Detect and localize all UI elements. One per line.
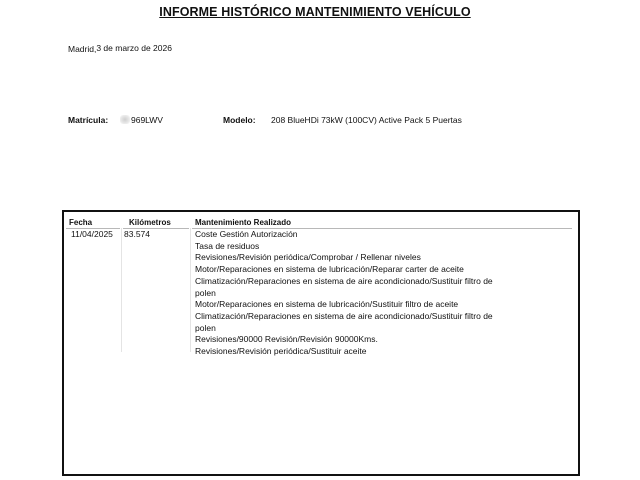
maintenance-item: Tasa de residuos	[195, 240, 260, 251]
redacted-mark	[120, 115, 130, 124]
maintenance-item: polen	[195, 287, 216, 298]
column-divider	[190, 228, 191, 352]
maintenance-item: Revisiones/90000 Revisión/Revisión 90000Kms.	[195, 334, 378, 345]
maintenance-table	[62, 210, 580, 476]
place: Madrid,	[68, 44, 97, 54]
maintenance-item: Revisiones/Revisión periódica/Sustituir aceite	[195, 346, 367, 357]
maintenance-item: Motor/Reparaciones en sistema de lubricación/Sustituir filtro de aceite	[195, 299, 459, 310]
maintenance-item: Motor/Reparaciones en sistema de lubricación/Reparar carter de aceite	[195, 264, 464, 275]
matricula-value-wrap	[120, 115, 163, 125]
header-fecha: Fecha	[69, 218, 93, 227]
matricula-value: 969LWV	[131, 115, 163, 125]
maintenance-item: Climatización/Reparaciones en sistema de aire acondicionado/Sustituir filtro de	[195, 275, 493, 286]
maintenance-items-list	[195, 229, 515, 358]
matricula-label: Matrícula:	[68, 115, 109, 125]
maintenance-item: Coste Gestión Autorización	[195, 229, 298, 239]
place-date-line	[68, 44, 172, 54]
maintenance-item: Climatización/Reparaciones en sistema de aire acondicionado/Sustituir filtro de	[195, 310, 493, 321]
maintenance-item: Revisiones/Revisión periódica/Comprobar / Rellenar niveles	[195, 252, 421, 263]
report-title: INFORME HISTÓRICO MANTENIMIENTO VEHÍCULO	[159, 5, 471, 19]
row-kilometros: 83.574	[124, 229, 150, 239]
modelo-value: 208 BlueHDi 73kW (100CV) Active Pack 5 Puertas	[271, 115, 462, 125]
maintenance-item: polen	[195, 322, 216, 333]
header-kilometros: Kilómetros	[129, 218, 171, 227]
header-mantenimiento: Mantenimiento Realizado	[195, 218, 292, 227]
column-divider	[121, 228, 122, 352]
modelo-label: Modelo:	[223, 115, 256, 125]
row-fecha: 11/04/2025	[71, 229, 113, 239]
report-date: 3 de marzo de 2026	[96, 43, 172, 53]
